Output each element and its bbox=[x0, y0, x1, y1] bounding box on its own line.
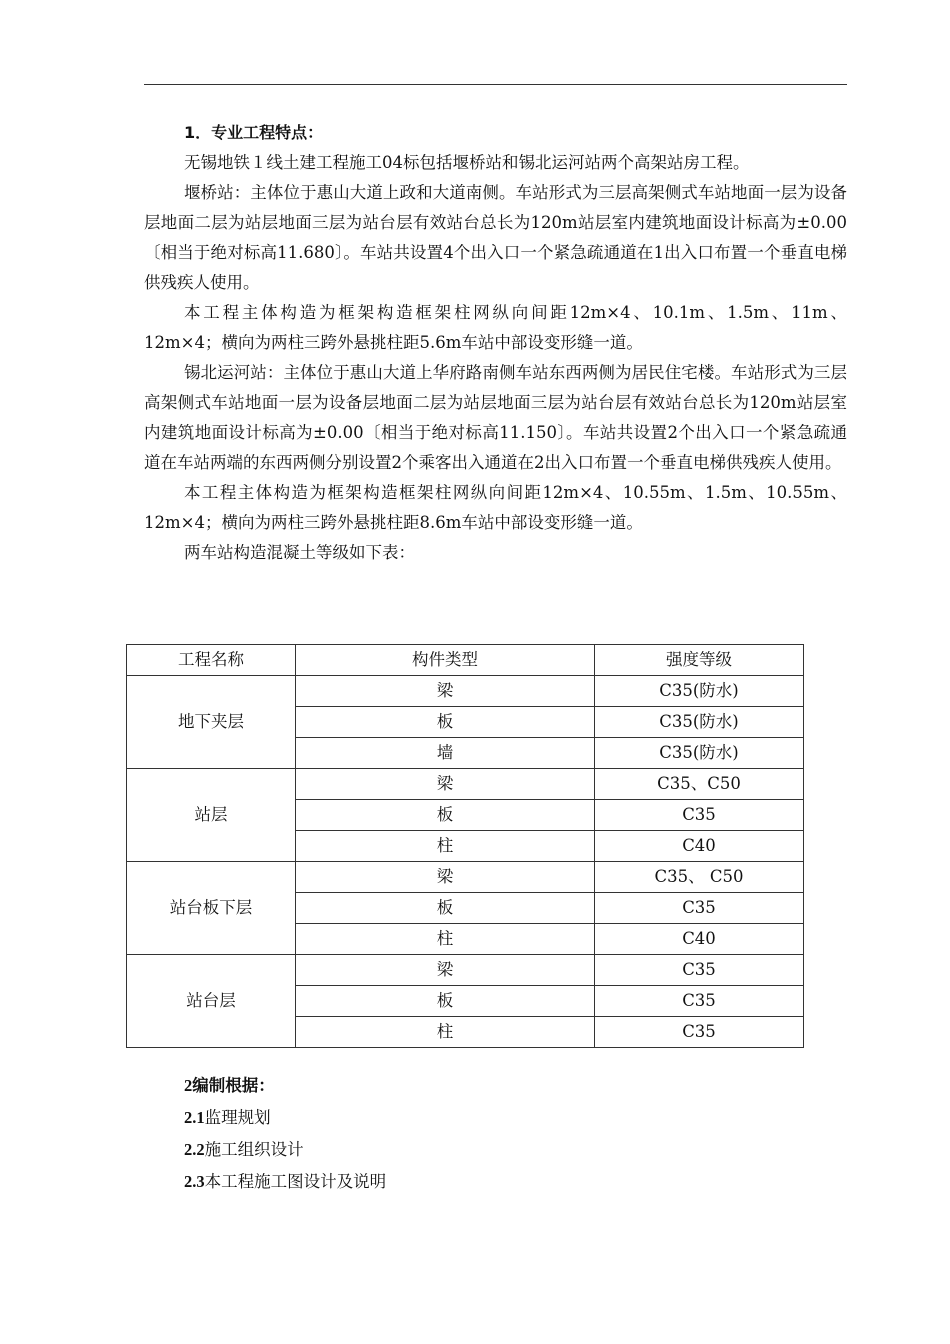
component-cell: 柱 bbox=[296, 831, 595, 862]
basis-item-number: 2.2 bbox=[184, 1140, 205, 1159]
grade-cell: C35、 C50 bbox=[595, 862, 804, 893]
table-row bbox=[127, 955, 804, 986]
group-name: 地下夹层 bbox=[127, 676, 296, 769]
basis-item bbox=[184, 1134, 386, 1166]
table-row bbox=[127, 676, 804, 707]
grade-cell: C35 bbox=[595, 986, 804, 1017]
grade-cell: C35(防水) bbox=[595, 676, 804, 707]
grade-cell: C35、C50 bbox=[595, 769, 804, 800]
paragraph-overview: 无锡地铁１线土建工程施工04标包括堰桥站和锡北运河站两个高架站房工程。 bbox=[184, 153, 750, 172]
grade-cell: C35 bbox=[595, 800, 804, 831]
component-cell: 梁 bbox=[296, 769, 595, 800]
group-name: 站台板下层 bbox=[127, 862, 296, 955]
grade-cell: C40 bbox=[595, 924, 804, 955]
section-2-heading: 2编制根据： bbox=[184, 1076, 275, 1095]
component-cell: 板 bbox=[296, 800, 595, 831]
basis-item-number: 2.3 bbox=[184, 1172, 205, 1191]
grade-cell: C40 bbox=[595, 831, 804, 862]
component-cell: 墙 bbox=[296, 738, 595, 769]
table-caption: 两车站构造混凝土等级如下表： bbox=[184, 543, 415, 562]
paragraph-yanqiao-station: 堰桥站：主体位于惠山大道上政和大道南侧。车站形式为三层高架侧式车站地面一层为设备层地面二层为站层地面三层为站台层有效站台总长为120m站层室内建筑地面设计标高为±0.00〔相当于绝对标高11.680〕。车站共设置4个出入口一个紧急疏通道在1出入口布置一个垂直电梯供残疾人使用。 bbox=[144, 183, 847, 292]
group-name: 站台层 bbox=[127, 955, 296, 1048]
component-cell: 梁 bbox=[296, 676, 595, 707]
grade-cell: C35 bbox=[595, 955, 804, 986]
table-row bbox=[127, 862, 804, 893]
paragraph-yanqiao-structure: 本工程主体构造为框架构造框架柱网纵向间距12m×4、10.1m、1.5m、11m、12m×4；横向为两柱三跨外悬挑柱距5.6m车站中部设变形缝一道。 bbox=[144, 303, 847, 352]
basis-item-text: 本工程施工图设计及说明 bbox=[204, 1172, 387, 1191]
component-cell: 板 bbox=[296, 707, 595, 738]
header-strength-grade: 强度等级 bbox=[595, 645, 804, 676]
section-2 bbox=[184, 1070, 386, 1198]
component-cell: 柱 bbox=[296, 924, 595, 955]
paragraph-xibei-station: 锡北运河站：主体位于惠山大道上华府路南侧车站东西两侧为居民住宅楼。车站形式为三层高架侧式车站地面一层为设备层地面二层为站层地面三层为站台层有效站台总长为120m站层室内建筑地面设计标高为±0.00〔相当于绝对标高11.150〕。车站共设置2个出入口一个紧急疏通道在车站两端的东西两侧分别设置2个乘客出入通道在2出入口布置一个垂直电梯供残疾人使用。 bbox=[144, 363, 847, 472]
header-component-type: 构件类型 bbox=[296, 645, 595, 676]
section-1-heading: 1．专业工程特点： bbox=[184, 123, 324, 142]
basis-item-text: 监理规划 bbox=[204, 1108, 271, 1127]
grade-cell: C35 bbox=[595, 893, 804, 924]
component-cell: 柱 bbox=[296, 1017, 595, 1048]
component-cell: 板 bbox=[296, 986, 595, 1017]
header-project-name: 工程名称 bbox=[127, 645, 296, 676]
basis-item bbox=[184, 1102, 386, 1134]
component-cell: 梁 bbox=[296, 862, 595, 893]
basis-item-number: 2.1 bbox=[184, 1108, 205, 1127]
table-row bbox=[127, 769, 804, 800]
grade-cell: C35 bbox=[595, 1017, 804, 1048]
paragraph-xibei-structure: 本工程主体构造为框架构造框架柱网纵向间距12m×4、10.55m、1.5m、10.55m、12m×4；横向为两柱三跨外悬挑柱距8.6m车站中部设变形缝一道。 bbox=[144, 483, 847, 532]
section-1 bbox=[144, 118, 847, 568]
basis-item bbox=[184, 1166, 386, 1198]
header-rule bbox=[144, 84, 847, 85]
component-cell: 板 bbox=[296, 893, 595, 924]
grade-cell: C35(防水) bbox=[595, 738, 804, 769]
group-name: 站层 bbox=[127, 769, 296, 862]
basis-item-text: 施工组织设计 bbox=[204, 1140, 304, 1159]
table-header-row bbox=[127, 645, 804, 676]
grade-cell: C35(防水) bbox=[595, 707, 804, 738]
component-cell: 梁 bbox=[296, 955, 595, 986]
concrete-grade-table bbox=[126, 644, 804, 1048]
